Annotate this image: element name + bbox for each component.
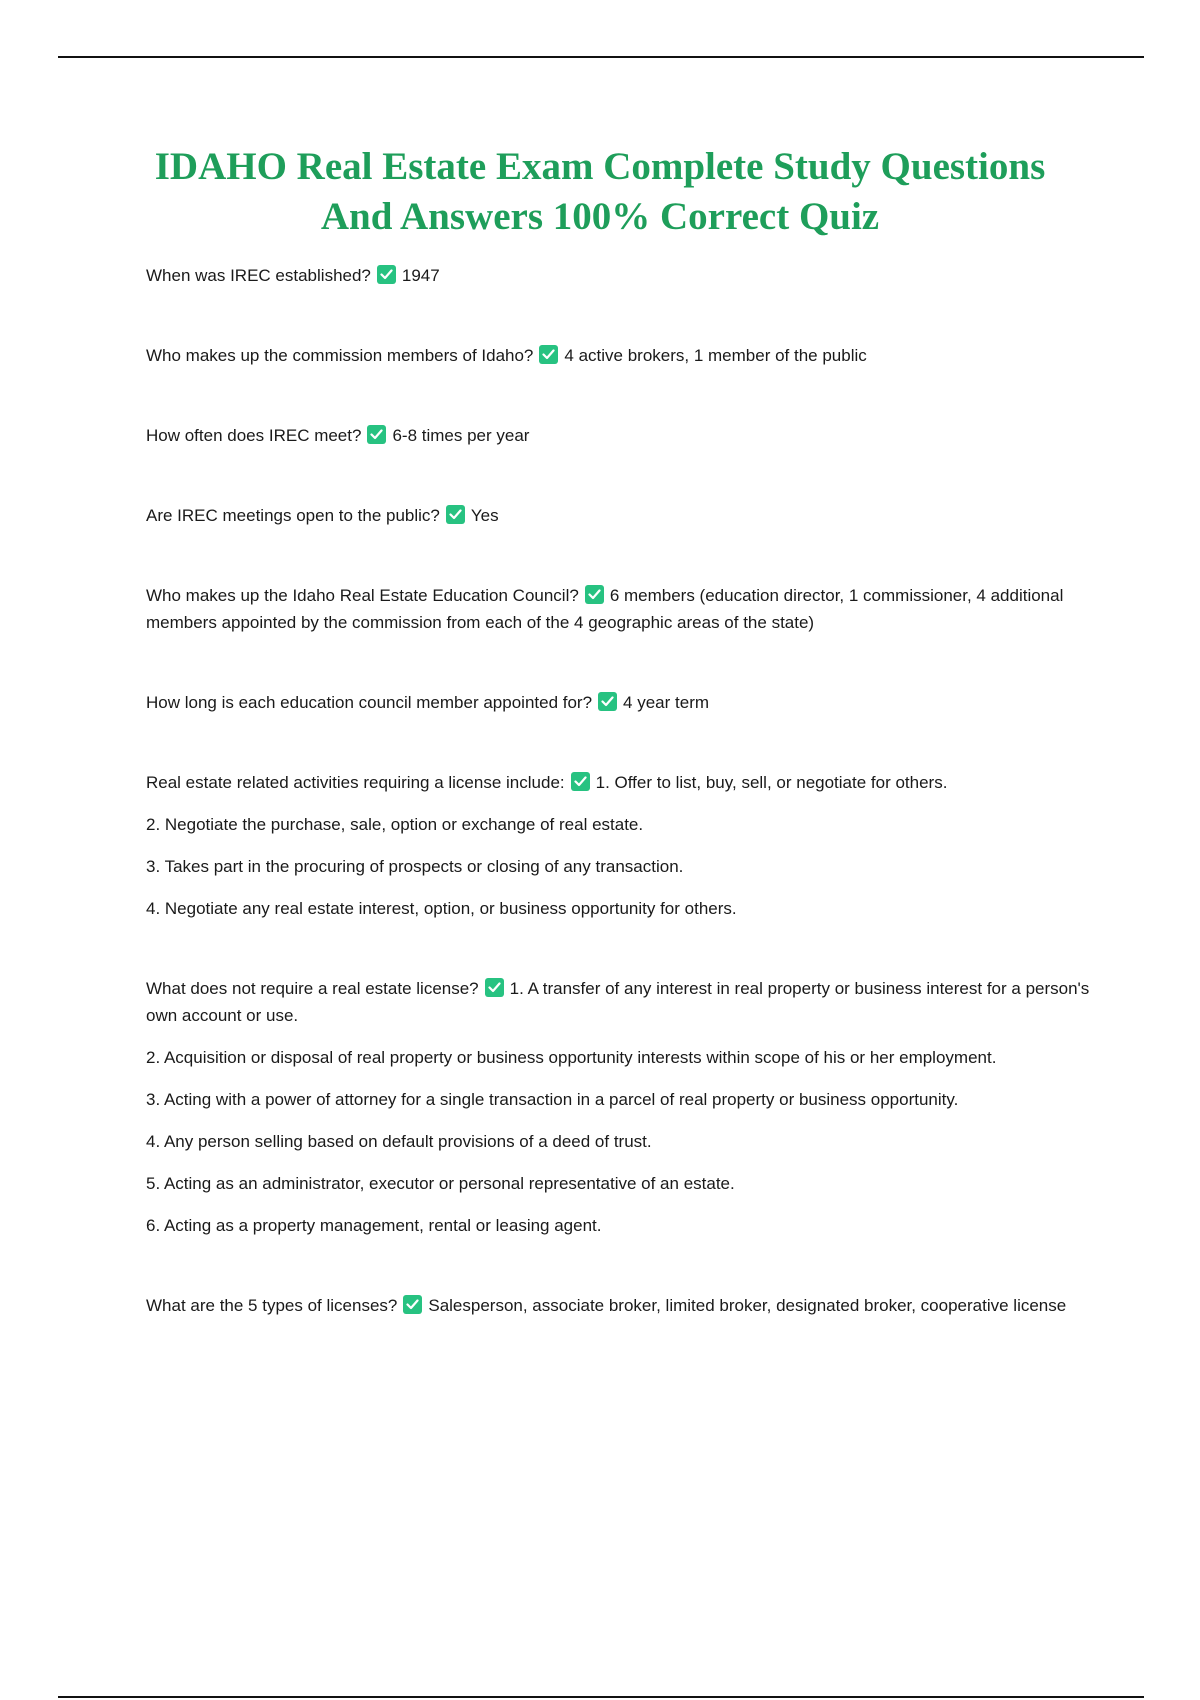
answer-text: 6 members (education director, 1 commissioner, 4 additional members appointed by the commission from each of the 4 geographic areas of the state)	[146, 586, 1064, 632]
qa-list	[146, 262, 1096, 1334]
qa-line	[146, 975, 1096, 1029]
title-line-1: IDAHO Real Estate Exam Complete Study Questions	[154, 145, 1046, 188]
qa-item	[146, 342, 1096, 369]
qa-line	[146, 582, 1096, 636]
answer-list-item: 5. Acting as an administrator, executor or personal representative of an estate.	[146, 1174, 735, 1193]
question-text: Real estate related activities requiring a license include:	[146, 773, 565, 792]
question-text: How long is each education council member appointed for?	[146, 693, 593, 712]
answer-text: 1. Offer to list, buy, sell, or negotiate for others.	[595, 773, 948, 792]
qa-line	[146, 342, 1096, 369]
question-text: When was IREC established?	[146, 266, 371, 285]
question-text: Are IREC meetings open to the public?	[146, 506, 440, 525]
checkmark-icon	[377, 265, 396, 284]
answer-text: Yes	[470, 506, 499, 525]
qa-item	[146, 582, 1096, 636]
qa-line	[146, 422, 1096, 449]
qa-line	[146, 769, 1096, 796]
answer-list-item: 3. Takes part in the procuring of prospects or closing of any transaction.	[146, 857, 684, 876]
answer-list-item: 2. Negotiate the purchase, sale, option or exchange of real estate.	[146, 815, 644, 834]
checkmark-icon	[403, 1295, 422, 1314]
qa-line	[146, 502, 1096, 529]
bottom-rule	[58, 1696, 1144, 1698]
qa-item	[146, 422, 1096, 449]
answer-list-item: 4. Any person selling based on default provisions of a deed of trust.	[146, 1132, 652, 1151]
checkmark-icon	[539, 345, 558, 364]
qa-item	[146, 262, 1096, 289]
qa-item	[146, 689, 1096, 716]
question-text: How often does IREC meet?	[146, 426, 362, 445]
answer-text: 6-8 times per year	[392, 426, 530, 445]
answer-text: 4 year term	[623, 693, 710, 712]
checkmark-icon	[446, 505, 465, 524]
qa-line	[146, 1292, 1096, 1319]
answer-text: Salesperson, associate broker, limited broker, designated broker, cooperative license	[428, 1296, 1067, 1315]
answer-text: 1. A transfer of any interest in real property or business interest for a person's own account or use.	[146, 979, 1090, 1025]
title-line-2: And Answers 100% Correct Quiz	[320, 195, 880, 238]
question-text: What are the 5 types of licenses?	[146, 1296, 398, 1315]
qa-item	[146, 769, 1096, 922]
qa-item	[146, 975, 1096, 1239]
question-text: Who makes up the commission members of Idaho?	[146, 346, 534, 365]
checkmark-icon	[485, 978, 504, 997]
question-text: Who makes up the Idaho Real Estate Education Council?	[146, 586, 579, 605]
answer-text: 1947	[401, 266, 440, 285]
checkmark-icon	[585, 585, 604, 604]
checkmark-icon	[367, 425, 386, 444]
qa-item	[146, 502, 1096, 529]
checkmark-icon	[598, 692, 617, 711]
top-rule	[58, 56, 1144, 58]
answer-list-item: 4. Negotiate any real estate interest, option, or business opportunity for others.	[146, 899, 737, 918]
qa-line	[146, 262, 1096, 289]
answer-text: 4 active brokers, 1 member of the public	[564, 346, 867, 365]
page-title	[100, 142, 1100, 242]
answer-list-item: 2. Acquisition or disposal of real property or business opportunity interests within scope of his or her employment.	[146, 1048, 997, 1067]
question-text: What does not require a real estate license?	[146, 979, 479, 998]
answer-list-item: 6. Acting as a property management, rental or leasing agent.	[146, 1216, 602, 1235]
answer-list-item: 3. Acting with a power of attorney for a single transaction in a parcel of real property or business opportunity.	[146, 1090, 959, 1109]
qa-line	[146, 689, 1096, 716]
qa-item	[146, 1292, 1096, 1319]
checkmark-icon	[571, 772, 590, 791]
